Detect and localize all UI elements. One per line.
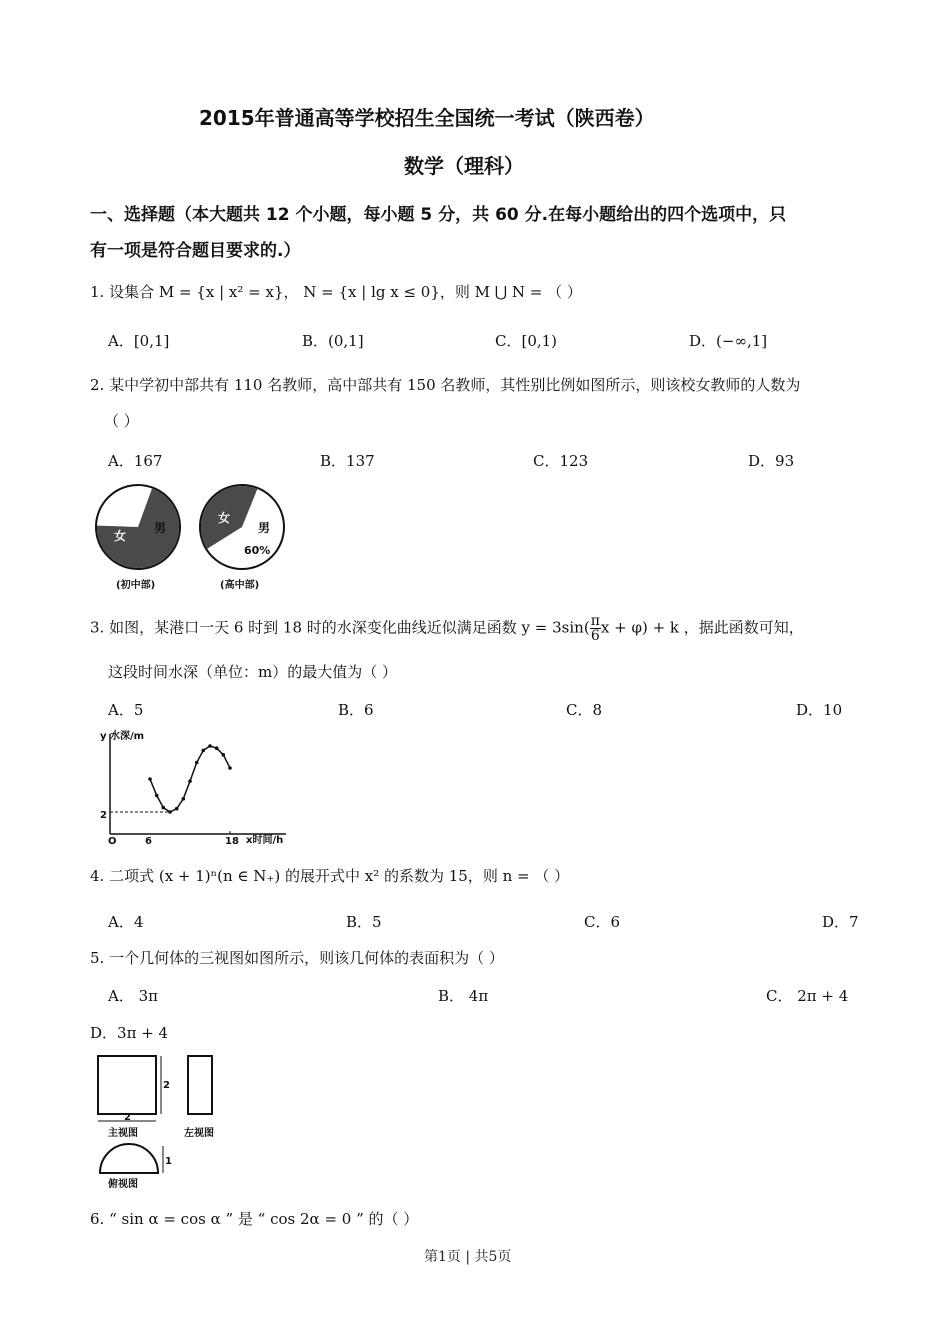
q2-text-line2: （ ）	[104, 412, 139, 430]
top-view-dim-label: 1	[165, 1156, 172, 1167]
q2-pie-figure	[88, 480, 288, 595]
q3-option-c: C．8	[566, 701, 603, 719]
q3-frac-num: π	[590, 613, 600, 629]
chart-tick-2: 2	[100, 810, 107, 821]
depth-point	[162, 806, 166, 810]
q3-suffix: x + φ) + k ，据此函数可知，	[600, 618, 804, 637]
pie-junior-female-label: 女	[114, 529, 127, 543]
q3-option-a: A．5	[108, 701, 144, 719]
depth-point	[228, 766, 232, 770]
depth-point	[182, 797, 186, 801]
page-title: 2015年普通高等学校招生全国统一考试（陕西卷）	[199, 106, 655, 130]
q5-option-d: D．3π + 4	[90, 1024, 169, 1042]
front-view-height-label: 2	[163, 1080, 170, 1091]
depth-point	[168, 810, 172, 814]
pie-junior	[96, 485, 180, 591]
q3-text-line1	[90, 614, 804, 643]
depth-point	[175, 807, 179, 811]
q1-option-a: A．[0,1]	[108, 332, 170, 350]
q3-text-line2: 这段时间水深（单位：m）的最大值为（ ）	[108, 663, 397, 681]
front-view-width-label: 2	[124, 1112, 131, 1123]
page-footer: 第1页 | 共5页	[424, 1249, 512, 1265]
q3-frac-den: 6	[590, 628, 600, 644]
side-view-rect	[188, 1056, 212, 1114]
section-heading-line1: 一、选择题（本大题共 12 个小题，每小题 5 分，共 60 分.在每小题给出的四个选项中，只	[90, 205, 787, 225]
depth-point	[195, 761, 199, 765]
q5-option-a: A． 3π	[108, 987, 159, 1005]
q5-option-b: B． 4π	[438, 987, 489, 1005]
pie-junior-male-label: 男	[154, 521, 167, 535]
q3-prefix: 3. 如图，某港口一天 6 时到 18 时的水深变化曲线近似满足函数 y = 3sin(	[90, 618, 590, 637]
q1-option-c: C．[0,1)	[495, 332, 558, 350]
depth-point	[148, 777, 152, 781]
chart-x-label: x时间/h	[246, 835, 284, 846]
page-subtitle: 数学（理科）	[404, 154, 524, 178]
q3-option-b: B．6	[338, 701, 374, 719]
q2-option-c: C．123	[533, 452, 589, 470]
q3-option-d: D．10	[796, 701, 843, 719]
depth-curve	[150, 746, 230, 812]
chart-tick-6: 6	[145, 836, 152, 847]
pie-senior-percent-label: 60%	[244, 544, 271, 557]
q4-option-c: C．6	[584, 913, 621, 931]
top-view-semicircle	[100, 1144, 158, 1173]
q4-text: 4. 二项式 (x + 1)ⁿ(n ∈ N₊) 的展开式中 x² 的系数为 15，则 n = （ ）	[90, 867, 570, 885]
pie-senior-male-label: 男	[258, 521, 271, 535]
q6-text: 6. “ sin α = cos α ” 是 “ cos 2α = 0 ” 的（ ）	[90, 1210, 419, 1228]
front-view-rect	[98, 1056, 156, 1114]
q5-option-c: C． 2π + 4	[766, 987, 849, 1005]
q4-option-d: D．7	[822, 913, 859, 931]
section-heading-line2: 有一项是符合题目要求的.）	[90, 241, 301, 261]
pie-junior-percent-label: 70%	[110, 513, 137, 526]
chart-y-label: y 水深/m	[100, 731, 145, 742]
q1-text: 1. 设集合 M = {x | x² = x}， N = {x | lg x ≤ 0}，则 M ⋃ N = （ ）	[90, 283, 582, 301]
depth-point	[215, 746, 219, 750]
depth-point	[155, 794, 159, 798]
q3-depth-chart	[96, 726, 296, 848]
depth-point	[202, 749, 206, 753]
side-view-caption: 左视图	[184, 1128, 214, 1139]
q1-option-d: D．(−∞,1]	[689, 332, 768, 350]
q5-three-views-figure	[92, 1050, 232, 1192]
q4-option-a: A．4	[108, 913, 144, 931]
q2-option-d: D．93	[748, 452, 795, 470]
depth-point	[208, 744, 212, 748]
q2-option-b: B．137	[320, 452, 375, 470]
q4-option-b: B．5	[346, 913, 382, 931]
depth-point	[222, 753, 226, 757]
chart-origin-label: O	[108, 836, 117, 847]
pie-senior-female-label: 女	[218, 511, 231, 525]
q1-option-b: B．(0,1]	[302, 332, 364, 350]
depth-point	[188, 779, 192, 783]
pie-senior-caption: (高中部)	[220, 580, 260, 591]
chart-tick-18: 18	[225, 836, 239, 847]
front-view-caption: 主视图	[108, 1128, 138, 1139]
pie-junior-caption: (初中部)	[116, 580, 156, 591]
q2-option-a: A．167	[108, 452, 163, 470]
q3-fraction	[590, 614, 601, 643]
q5-text: 5. 一个几何体的三视图如图所示，则该几何体的表面积为（ ）	[90, 949, 504, 967]
pie-senior	[200, 485, 284, 591]
q2-text-line1: 2. 某中学初中部共有 110 名教师，高中部共有 150 名教师，其性别比例如图所示，则该校女教师的人数为	[90, 376, 801, 394]
top-view-caption: 俯视图	[108, 1179, 138, 1190]
